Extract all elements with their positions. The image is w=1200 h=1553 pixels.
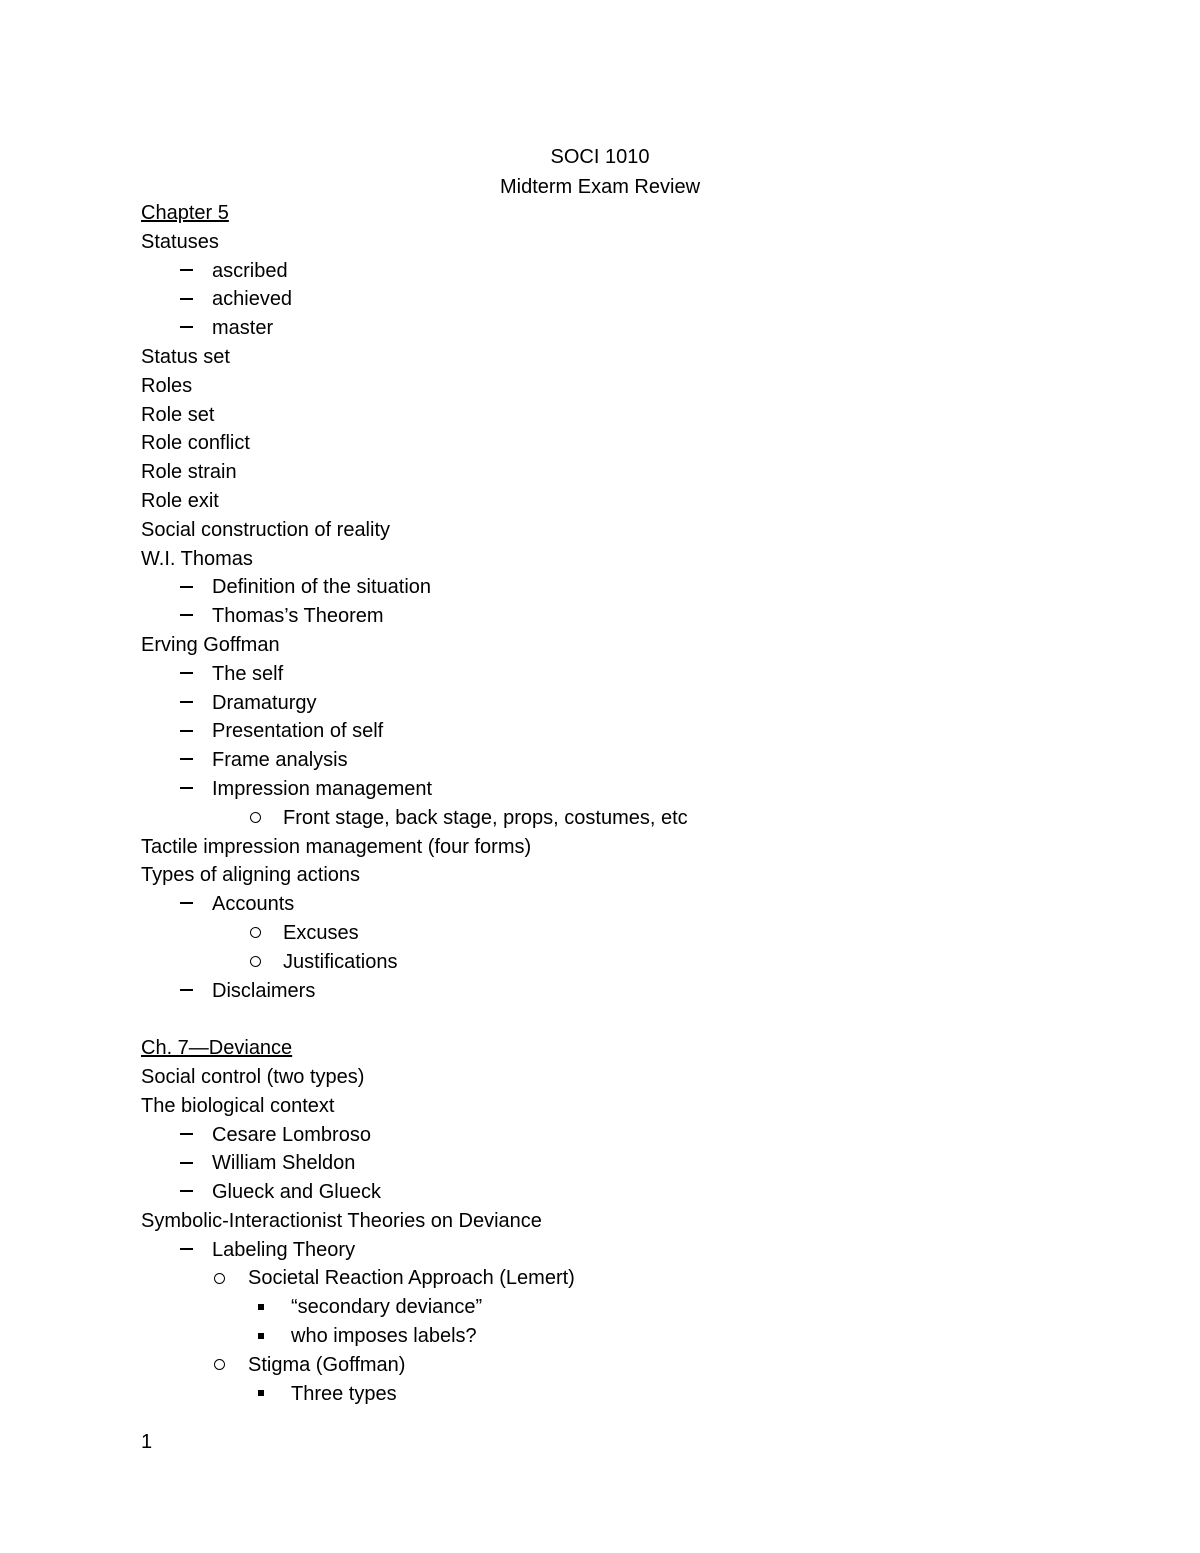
outline-item-text: master — [212, 317, 274, 340]
outline-item-text: Frame analysis — [212, 749, 348, 772]
outline-subitem — [141, 804, 1041, 833]
outline-item-text: Dramaturgy — [212, 691, 317, 714]
circle-bullet-icon — [211, 1264, 227, 1293]
outline-item-text: who imposes labels? — [291, 1325, 477, 1348]
outline-subitem — [141, 746, 1041, 775]
circle-bullet-icon — [247, 919, 263, 948]
circle-bullet-icon — [247, 948, 263, 977]
outline-item-text: Definition of the situation — [212, 576, 432, 599]
outline-item-text: “secondary deviance” — [291, 1296, 483, 1319]
dash-bullet-icon — [178, 257, 194, 286]
outline-subitem — [141, 257, 1041, 286]
outline-item-text: Societal Reaction Approach (Lemert) — [248, 1267, 575, 1290]
outline-item-text: Front stage, back stage, props, costumes, etc — [283, 806, 688, 829]
outline-subitem — [141, 1322, 1041, 1351]
outline-item-text: Stigma (Goffman) — [248, 1353, 406, 1376]
dash-bullet-icon — [178, 746, 194, 775]
outline-subitem — [141, 1351, 1041, 1380]
outline-subitem — [141, 977, 1041, 1006]
outline-subitem — [141, 573, 1041, 602]
outline-subitem — [141, 660, 1041, 689]
outline-item-text: Accounts — [212, 893, 295, 916]
dash-bullet-icon — [178, 314, 194, 343]
outline-subitem — [141, 948, 1041, 977]
dash-bullet-icon — [178, 1236, 194, 1265]
square-bullet-icon — [254, 1293, 268, 1322]
dash-bullet-icon — [178, 775, 194, 804]
outline-subitem — [141, 602, 1041, 631]
outline-subitem — [141, 1264, 1041, 1293]
outline-subitem — [141, 717, 1041, 746]
outline-item-text: Glueck and Glueck — [212, 1181, 381, 1204]
outline-item-text: Presentation of self — [212, 720, 384, 743]
outline-item-text: Excuses — [283, 921, 359, 944]
outline-item: Symbolic-Interactionist Theories on Deviance — [141, 1209, 542, 1232]
dash-bullet-icon — [178, 660, 194, 689]
outline-item: Tactile impression management (four forms) — [141, 835, 532, 858]
circle-bullet-icon — [211, 1351, 227, 1380]
outline-item-text: Justifications — [283, 950, 398, 973]
outline-subitem — [141, 314, 1041, 343]
outline-item-text: Labeling Theory — [212, 1238, 356, 1261]
outline-item: Status set — [141, 345, 230, 368]
dash-bullet-icon — [178, 977, 194, 1006]
outline-item: Types of aligning actions — [141, 864, 361, 887]
outline-subitem — [141, 285, 1041, 314]
dash-bullet-icon — [178, 1121, 194, 1150]
outline-item: The biological context — [141, 1094, 335, 1117]
outline-item: Role set — [141, 403, 215, 426]
outline-item: Role strain — [141, 461, 237, 484]
outline-item-text: William Sheldon — [212, 1152, 356, 1175]
outline-item-text: The self — [212, 662, 284, 685]
outline-item-text: achieved — [212, 288, 293, 311]
square-bullet-icon — [254, 1380, 268, 1409]
outline-item: Social construction of reality — [141, 518, 391, 541]
outline-item-text: Impression management — [212, 777, 433, 800]
outline-item: Roles — [141, 374, 193, 397]
dash-bullet-icon — [178, 689, 194, 718]
outline-subitem — [141, 919, 1041, 948]
dash-bullet-icon — [178, 1178, 194, 1207]
blank-line — [141, 1005, 1041, 1034]
outline-item: Role conflict — [141, 432, 250, 455]
section-heading: Chapter 5 — [141, 202, 229, 224]
dash-bullet-icon — [178, 1149, 194, 1178]
outline-subitem — [141, 689, 1041, 718]
review-outline — [141, 199, 1041, 1408]
outline-item: Social control (two types) — [141, 1065, 365, 1088]
outline-item-text: Cesare Lombroso — [212, 1123, 371, 1146]
document-title: Midterm Exam Review — [499, 176, 701, 198]
dash-bullet-icon — [178, 285, 194, 314]
outline-item-text: Disclaimers — [212, 979, 316, 1002]
outline-item: Erving Goffman — [141, 633, 280, 656]
outline-item-text: Thomas’s Theorem — [212, 605, 384, 628]
outline-subitem — [141, 1236, 1041, 1265]
outline-item-text: Three types — [291, 1382, 397, 1405]
square-bullet-icon — [254, 1322, 268, 1351]
section-heading: Ch. 7—Deviance — [141, 1037, 293, 1060]
outline-item: W.I. Thomas — [141, 547, 253, 570]
page-number: 1 — [141, 1431, 153, 1453]
outline-subitem — [141, 775, 1041, 804]
outline-subitem — [141, 1293, 1041, 1322]
outline-subitem — [141, 1380, 1041, 1409]
outline-subitem — [141, 890, 1041, 919]
dash-bullet-icon — [178, 573, 194, 602]
outline-item-text: ascribed — [212, 259, 288, 282]
outline-subitem — [141, 1149, 1041, 1178]
outline-item: Role exit — [141, 489, 219, 512]
outline-subitem — [141, 1178, 1041, 1207]
course-code: SOCI 1010 — [550, 146, 650, 168]
dash-bullet-icon — [178, 890, 194, 919]
outline-item: Statuses — [141, 230, 219, 253]
outline-subitem — [141, 1121, 1041, 1150]
dash-bullet-icon — [178, 717, 194, 746]
title-block — [0, 142, 1200, 202]
dash-bullet-icon — [178, 602, 194, 631]
circle-bullet-icon — [247, 804, 263, 833]
